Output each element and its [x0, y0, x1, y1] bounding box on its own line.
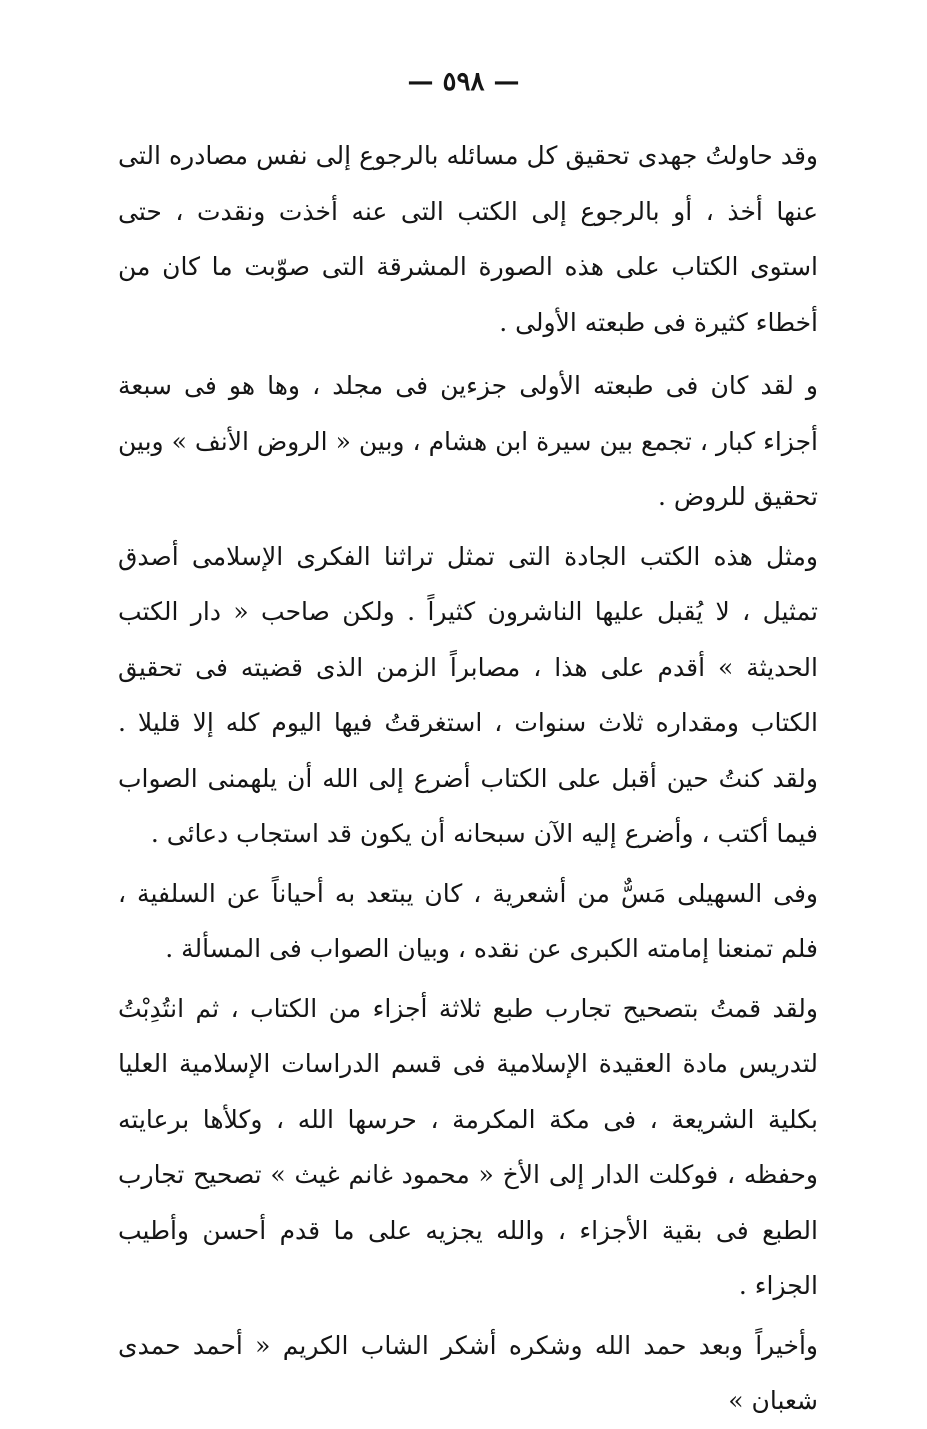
paragraph: وقد حاولتُ جهدى تحقيق كل مسائله بالرجوع إلى نفس مصادره التى عنها أخذ ، أو بالرجوع إلى الكتب التى عنه أخذت ونقدت ، حتى استوى الكتاب على هذه الصورة المشرقة التى صوّبت ما كان من أخطاء كثيرة فى طبعته الأولى . — [118, 141, 818, 337]
paragraph: و لقد كان فى طبعته الأولى جزءين فى مجلد ، وها هو فى سبعة أجزاء كبار ، تجمع بين سيرة ابن هشام ، وبين « الروض الأنف » وبين تحقيق للروض . — [118, 371, 818, 511]
body-text — [118, 128, 818, 1429]
paragraph: وفى السهيلى مَسٌّ من أشعرية ، كان يبتعد به أحياناً عن السلفية ، فلم تمنعنا إمامته الكبرى عن نقده ، وبيان الصواب فى المسألة . — [118, 878, 818, 963]
paragraph: ومثل هذه الكتب الجادة التى تمثل تراثنا الفكرى الإسلامى أصدق تمثيل ، لا يُقبل عليها الناشرون كثيراً . ولكن صاحب « دار الكتب الحديثة » أقدم على هذا ، مصابراً الزمن الذى قضيته فى تحقيق الكتاب ومقداره ثلاث سنوات ، استغرقتُ فيها اليوم كله إلا قليلا . ولقد كنتُ حين أقبل على الكتاب أضرع إلى الله أن يلهمنى الصواب فيما أكتب ، وأضرع إليه الآن سبحانه أن يكون قد استجاب دعائى . — [118, 541, 818, 848]
paragraph: وأخيراً وبعد حمد الله وشكره أشكر الشاب الكريم « أحمد حمدى شعبان » — [118, 1330, 818, 1415]
page-number: — ٥٩٨ — — [407, 67, 520, 97]
paragraph: ولقد قمتُ بتصحيح تجارب طبع ثلاثة أجزاء من الكتاب ، ثم انتُدِبْتُ لتدريس مادة العقيدة الإسلامية فى قسم الدراسات الإسلامية العليا بكلية الشريعة ، فى مكة المكرمة ، حرسها الله ، وكلأها برعايته وحفظه ، فوكلت الدار إلى الأخ « محمود غانم غيث » تصحيح تجارب الطبع فى بقية الأجزاء ، والله يجزيه على ما قدم أحسن وأطيب الجزاء . — [118, 993, 818, 1300]
